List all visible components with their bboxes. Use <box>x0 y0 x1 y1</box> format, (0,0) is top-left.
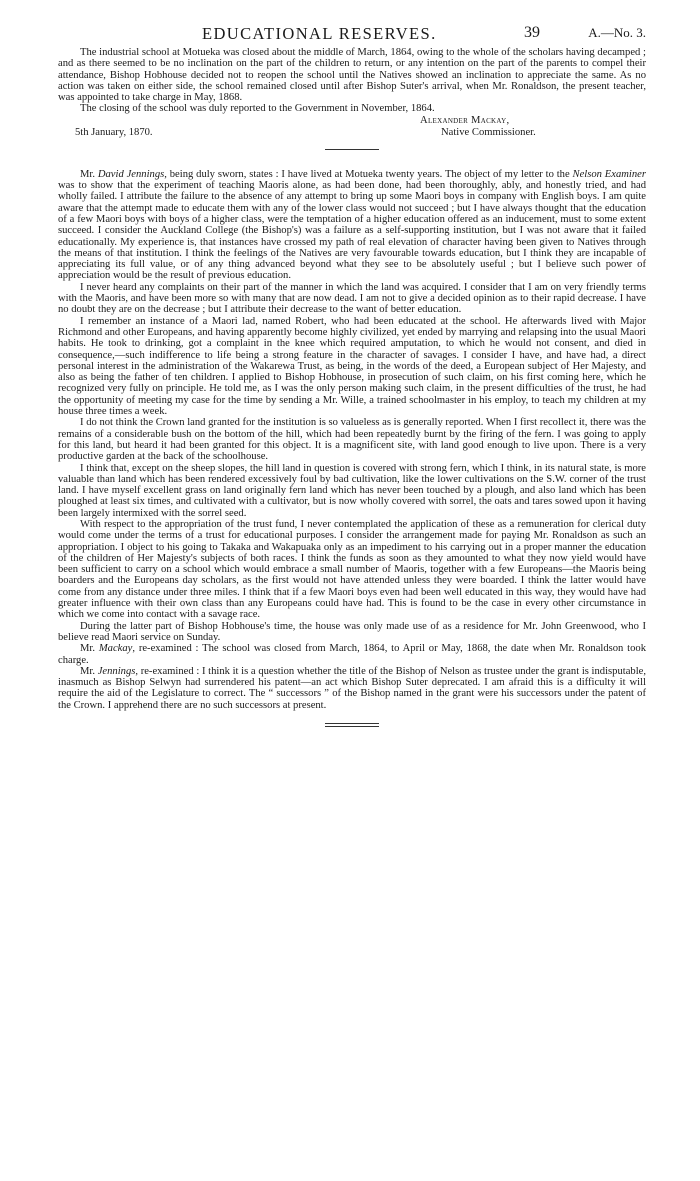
witness-name: David Jennings <box>97 168 165 180</box>
newspaper-title: Nelson Examiner <box>572 168 646 180</box>
testimony-paragraph <box>58 169 646 282</box>
testimony-paragraph: With respect to the appropriation of the trust fund, I never contemplated the application of these as a remuneration for clerical duty would come under the terms of a trust for educational purposes. I consider the arrangement made for paying Mr. Ronaldson as such an appropriation. I object to his going to Takaka and Wakapuaka only as an impediment to his carrying out in a proper manner the education of the children of Her Majesty's subjects of both races. I think the funds as soon as they amounted to what they now yield would have been sufficient to carry on a school which would embrace a small number of Maoris, together with a few Europeans—the Maoris being boarders and the Europeans day scholars, as the first would not have attended unless they were boarded. I think the latter would have come from any distance under three miles. I think that if a few Maori boys even had been well educated in this way, they would have had greater influence with their own class than any Europeans could have had. This is found to be the case in every other circumstance in which we come into contact with a savage race. <box>58 518 646 621</box>
paragraph-text: , re-examined : I think it is a question whether the title of the Bishop of Nelson as trustee under the grant is indisputable, inasmuch as Bishop Selwyn had surrendered his patent—an act which Bishop Suter deprecated. I am afraid this is a difficulty it will require the aid of the Legislature to correct. The “ successors ” of the Bishop named in the grant were his successors under the patent of the Crown. I apprehend there are no such successors at present. <box>58 665 646 711</box>
witness-name: Jennings <box>97 665 136 677</box>
report-section <box>58 47 646 139</box>
page-header <box>58 0 646 43</box>
document-page <box>58 0 646 727</box>
testimony-paragraph: I do not think the Crown land granted for the institution is so valueless as is generally reported. When I first recollect it, there was the remains of a considerable bush on the bottom of the hill, which had been repeatedly burnt by the firing of the fern. I was going to apply for this land, but heard it had been granted for this object. It is a magnificent site, with land good enough to live upon. There is a very productive garden at the back of the schoolhouse. <box>58 417 646 463</box>
testimony-section <box>58 169 646 711</box>
section-divider <box>325 149 379 150</box>
signature-block <box>58 115 646 139</box>
paragraph-text: , being duly sworn, states : I have lived at Motueka twenty years. The object of my letter to the <box>164 168 573 180</box>
signatory-role: Native Commissioner. <box>441 126 536 138</box>
testimony-paragraph: I never heard any complaints on their part of the manner in which the land was acquired. I consider that I am on very friendly terms with the Maoris, and have been more so with many that are now dead. I am not to give a decided opinion as to their rapid decrease. I have no doubt they are on the decrease ; but I attribute their decrease to the want of better education. <box>58 281 646 316</box>
paragraph-text: , re-examined : The school was closed from March, 1864, to April or May, 1868, the date when Mr. Ronaldson took charge. <box>58 643 646 666</box>
signatory-name: Alexander Mackay, <box>420 114 510 126</box>
end-divider <box>325 723 379 724</box>
report-paragraph: The closing of the school was duly reported to the Government in November, 1864. <box>80 103 435 115</box>
signature-date: 5th January, 1870. <box>75 126 153 138</box>
running-title: EDUCATIONAL RESERVES. <box>202 24 437 43</box>
end-divider <box>325 726 379 727</box>
testimony-paragraph: I remember an instance of a Maori lad, named Robert, who had been educated at the school. He afterwards lived with Major Richmond and other Europeans, and having apparently become highly civilized, yet ended by marrying and relapsing into the usual Maori habits. He took to drinking, got a complaint in the knee which required amputation, to which he would not consent, and died in consequence,—such indifference to life being a strong feature in the character of savages. I consider I have, and have had, a direct personal interest in the administration of the Wakarewa Trust, as being, in the words of the deed, a European subject of Her Majesty, and also as being the father of ten children. I applied to Bishop Hobhouse, in prosecution of such claim, on his first coming here, which he recognized very fully on principle. He told me, as I was the only person making such claim, in the present difficulties of the trust, he had the opportunity of meeting my case for the time by sending a Mr. Wille, a trained schoolmaster in his employ, to teach my children at my house three times a week. <box>58 315 646 418</box>
speaker-prefix: Mr. <box>80 665 98 677</box>
report-paragraph: The industrial school at Motueka was closed about the middle of March, 1864, owing to the whole of the scholars having decamped ; and as there seemed to be no inclination on the part of the children to return, or any intention on the part of the parents to compel their attendance, Bishop Hobhouse decided not to reopen the school until the Natives showed an inclination to appreciate the same. As no action was taken on either side, the school remained closed until after Bishop Suter's arrival, when Mr. Ronaldson, the present teacher, was appointed to take charge in May, 1868. <box>58 47 646 104</box>
reexamination-paragraph <box>58 666 646 711</box>
reexamination-paragraph <box>58 643 646 666</box>
page-number: 39 <box>524 24 540 41</box>
witness-name: Mackay <box>98 643 133 655</box>
testimony-paragraph: During the latter part of Bishop Hobhouse's time, the house was only made use of as a residence for Mr. John Greenwood, who I believe read Maori service on Sunday. <box>58 620 646 643</box>
paragraph-text: was to show that the experiment of teaching Maoris alone, as had been done, had been thoroughly, ably, and honestly tried, and had wholly failed. I attribute the failure to the absence of any attempt to bring up some Maori boys in company with English boys. I am quite aware that the attempt made to educate them with any of the lower class would not succeed ; but I have always thought that the education of a few Maori boys with boys of a higher class, were the temptation of a higher education offered as an inducement, must to some extent succeed. I consider the Auckland College (the Bishop's) was a failure as a self-supporting institution, but I was not aware that it failed educationally. My experience is, that instances have crossed my path of real elevation of character having been given to Natives through the means of that institution. I think the feelings of the Natives are very favourable towards education, but I think they are incapable of appreciating its full value, or of any thing advanced beyond what they see to be absolutely useful ; but I believe such power of appreciation would be the result of previous education. <box>58 180 646 282</box>
speaker-prefix: Mr. <box>80 168 98 180</box>
testimony-paragraph: I think that, except on the sheep slopes, the hill land in question is covered with strong fern, which I think, in its natural state, is more valuable than land which has been rendered excessively foul by bad cultivation, like the lower cultivations on the S.W. corner of the trust land. I have myself excellent grass on land originally fern land which has never been touched by a plough, and also land which has been ploughed at least six times, and cultivated with a cultivator, but is now wholly covered with sorrel, the oats and tares sowed upon it having been largely intermixed with the sorrel seed. <box>58 462 646 519</box>
paper-reference: A.—No. 3. <box>588 25 646 40</box>
speaker-prefix: Mr. <box>80 643 99 655</box>
